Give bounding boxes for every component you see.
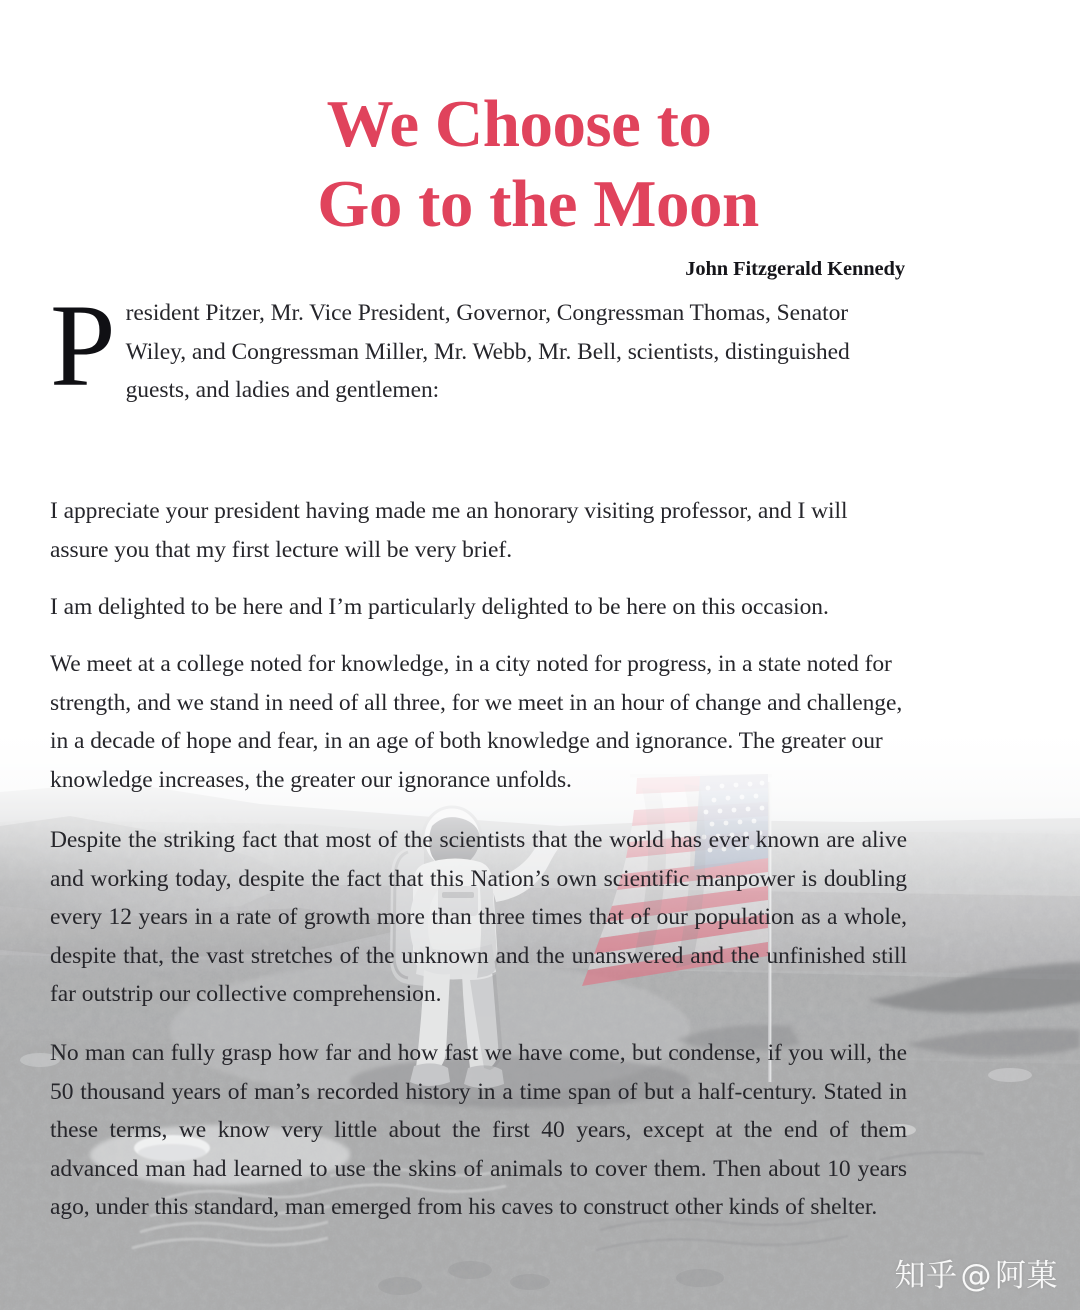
- watermark-username: 阿菓: [995, 1258, 1058, 1294]
- drop-cap: P: [50, 280, 116, 411]
- paragraph-4: We meet at a college noted for knowledge, in a city noted for progress, in a state noted for strength, and we stand in need of all three, for we meet in an hour of change and challenge, in a decade of hope and fear, in an age of both knowledge and ignorance. The greater our knowledge increases, the greater our ignorance unfolds.: [50, 651, 903, 793]
- paragraph-lead-text: resident Pitzer, Mr. Vice President, Governor, Congressman Thomas, Senator Wiley, and Congressman Miller, Mr. Webb, Mr. Bell, scientists, distinguished guests, and ladies and gentlemen:: [125, 300, 850, 403]
- watermark-site: 知乎: [894, 1258, 958, 1294]
- zhihu-watermark: [894, 1258, 1059, 1294]
- title-line-1: We Choose to: [326, 87, 712, 161]
- title-line-2: Go to the Moon: [317, 167, 759, 241]
- byline-author: John Fitzgerald Kennedy: [685, 258, 905, 280]
- page-title: [0, 84, 1080, 244]
- paragraph-6: No man can fully grasp how far and how fast we have come, but condense, if you will, the 50 thousand years of man’s recorded history in a time span of but a half-century. Stated in these terms, we know very little about the first 40 years, except at the end of them advanced man had learned to use the skins of animals to cover them. Then about 10 years ago, under this standard, man emerged from his caves to construct other kinds of shelter.: [50, 1040, 907, 1220]
- paragraph-3: I am delighted to be here and I’m particularly delighted to be here on this occasion.: [50, 594, 829, 620]
- paragraph-lead: [50, 280, 907, 414]
- paragraph-5: Despite the striking fact that most of the scientists that the world has ever known are alive and working today, despite the fact that this Nation’s own scientific manpower is doubling every 12 years in a rate of growth more than three times that of our population as a whole, despite that, the vast stretches of the unknown and the unanswered and the unfinished still far outstrip our collective comprehension.: [50, 827, 907, 1007]
- paragraph-2: I appreciate your president having made me an honorary visiting professor, and I will assure you that my first lecture will be very brief.: [50, 498, 848, 563]
- watermark-at: @: [960, 1258, 992, 1294]
